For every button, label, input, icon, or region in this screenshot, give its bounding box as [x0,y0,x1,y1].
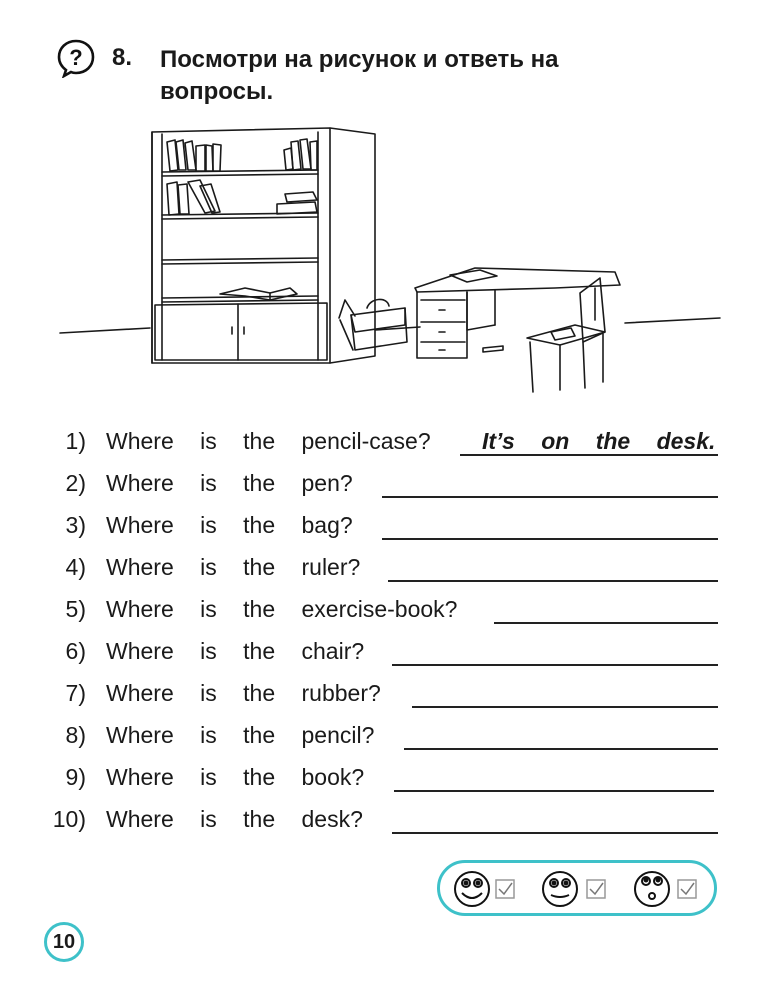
question-row [0,638,767,674]
school-bag [339,299,407,350]
question-number: 2) [65,470,86,496]
question-number: 8) [65,722,86,748]
question-text: Where is the rubber? [106,680,381,706]
svg-text:?: ? [69,45,83,70]
question-row [0,764,767,800]
question-text: Where is the exercise-book? [106,596,458,622]
title-word: ответь [444,46,524,73]
question-row [0,554,767,590]
question-row [0,470,767,506]
answer-line[interactable] [412,706,718,708]
question-row [0,722,767,758]
checkmark-box-icon[interactable] [496,880,514,898]
question-text: Where is the book? [106,764,365,790]
question-row [0,596,767,632]
title-word: рисунок [318,46,417,73]
question-number: 4) [65,554,86,580]
self-assessment-panel [437,860,717,916]
question-text: Where is the pen? [106,470,353,496]
question-number: 5) [65,596,86,622]
answer-line[interactable] [404,748,718,750]
question-text: Where is the pencil-case? [106,428,431,454]
question-number: 3) [65,512,86,538]
answer-line[interactable] [494,622,718,624]
question-number: 9) [65,764,86,790]
title-word: и [422,46,438,73]
title-word: вопросы. [160,78,274,105]
answer-line[interactable] [394,790,714,792]
title-word: на [284,46,313,73]
chair [527,278,605,392]
task-number: 8. [112,44,133,71]
answer-line[interactable] [382,496,718,498]
answer-line[interactable] [392,832,718,834]
question-number: 1) [65,428,86,454]
question-text: Where is the pencil? [106,722,375,748]
checkmark-box-icon[interactable] [678,880,696,898]
desk [415,268,620,358]
neutral-face-icon[interactable] [543,872,577,906]
answer-text: It’s on the desk. [482,428,716,454]
question-number: 10) [52,806,86,832]
thinking-face-icon[interactable] [635,872,669,906]
smiling-face-icon[interactable] [455,872,489,906]
page-number: 10 [44,922,84,962]
task-title [160,44,718,108]
question-text: Where is the desk? [106,806,363,832]
question-number: 6) [65,638,86,664]
bookcase [152,128,375,363]
title-word: Посмотри [160,46,278,73]
question-row [0,806,767,842]
question-bubble-icon [56,38,96,78]
question-row [0,428,767,464]
classroom-illustration [55,120,725,400]
question-text: Where is the chair? [106,638,365,664]
answer-line[interactable] [460,454,718,456]
question-text: Where is the bag? [106,512,353,538]
title-word: на [530,46,559,73]
question-text: Where is the ruler? [106,554,361,580]
self-assessment-faces [440,863,714,913]
question-number: 7) [65,680,86,706]
answer-line[interactable] [388,580,718,582]
question-row [0,512,767,548]
answer-line[interactable] [392,664,718,666]
question-row [0,680,767,716]
answer-line[interactable] [382,538,718,540]
checkmark-box-icon[interactable] [587,880,605,898]
